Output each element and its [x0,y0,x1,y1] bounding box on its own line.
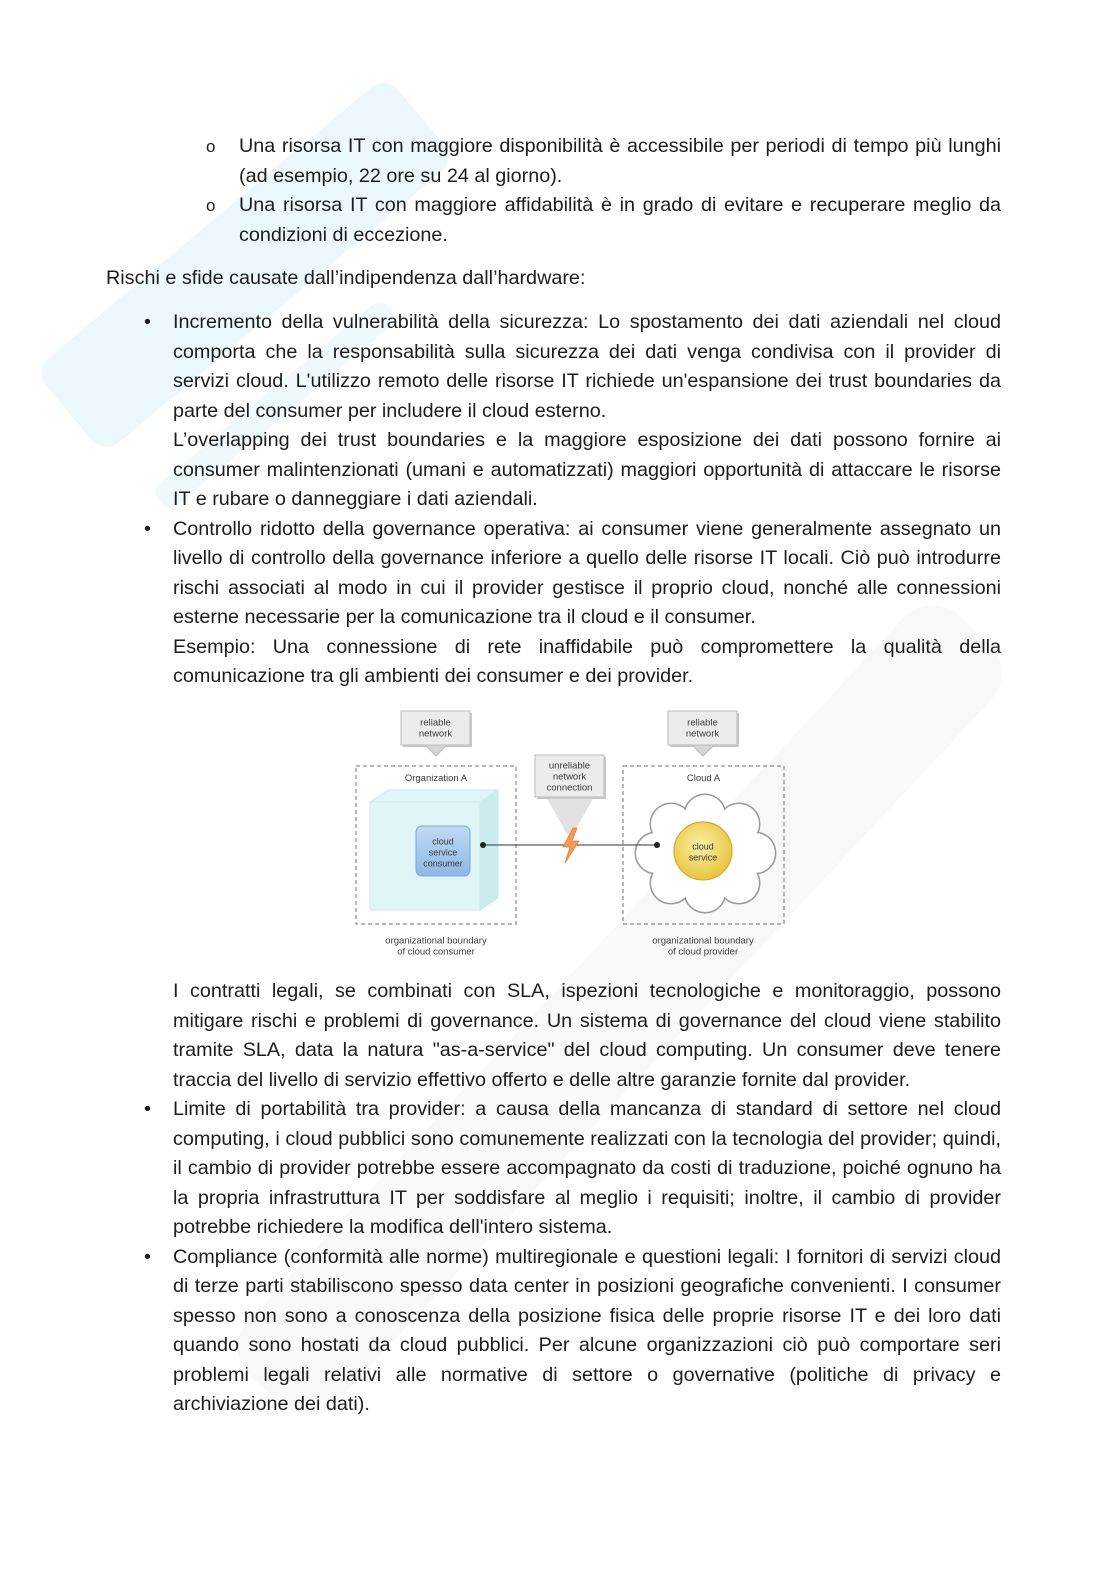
service-text: service [688,852,718,863]
organization-label: Organization A [404,773,468,784]
risk-paragraph: • Incremento della vulnerabilità della sicurezza: Lo spostamento dei dati aziendali nel cloud comporta che la responsabilità sulla sicurezza dei dati venga condivisa con il provider di servizi cloud. L'utilizzo remoto delle risorse IT richiede un'espansione dei trust boundaries da parte del consumer per includere il cloud esterno. [173,311,1001,422]
risk-item-security [173,308,1001,515]
caption-consumer-boundary: of cloud consumer [397,946,475,958]
connection-endpoint-consumer [480,842,486,848]
risk-paragraph: L’overlapping dei trust boundaries e la maggiore esposizione dei dati possono fornire ai consumer malintenzionati (umani e automatizzati) maggiori opportunità di attaccare le risorse IT e rubare o danneggiare i dati aziendali. [173,429,1001,510]
connection-endpoint-cloud [654,842,660,848]
reliable-callout-text: reliable [420,717,451,729]
note-text: o Una risorsa IT con maggiore disponibilità è accessibile per periodi di tempo più lunghi (ad esempio, 22 ore su 24 al giorno). [239,135,1001,187]
note-text: o Una risorsa IT con maggiore affidabilità è in grado di evitare e recuperare meglio da condizioni di eccezione. [239,194,1001,246]
availability-notes [239,132,1001,250]
risk-list-part-1 [173,308,1001,692]
risks-heading-text: Rischi e sfide causate dall’indipendenza dall’hardware: [106,267,586,289]
risk-example: Esempio: Una connessione di rete inaffidabile può compromettere la qualità della comunicazione tra gli ambienti dei consumer e dei provider. [173,635,1001,687]
risk-item-compliance [173,1243,1001,1420]
caption-provider-boundary: of cloud provider [667,946,739,958]
consumer-text: cloud [432,836,454,847]
reliable-callout-text: network [418,728,453,740]
unreliable-callout-text: network [552,771,587,783]
risk-item-governance [173,515,1001,692]
caption-provider-boundary: organizational boundary [652,935,754,947]
reliable-network-callout-right [668,711,739,756]
unreliable-callout-text: unreliable [548,760,591,772]
unreliable-callout-text: connection [546,782,593,794]
reliable-callout-text: reliable [687,717,718,729]
risks-heading [106,264,1001,294]
consumer-text: service [428,847,458,858]
risk-paragraph: • Compliance (conformità alle norme) multiregionale e questioni legali: I fornitori di servizi cloud di terze parti stabiliscono spesso data center in posizioni geografiche convenienti. I consumer spesso non sono a conoscenza della posizione fisica delle proprie risorse IT e dei loro dati quando sono hostati da cloud pubblici. Per alcune organizzazioni ciò può comportare seri problemi legali relativi alle normative di settore o governative (politiche di privacy e archiviazione dei dati). [173,1245,1001,1415]
reliable-network-callout-left [401,711,472,756]
governance-diagram [340,700,800,965]
caption-consumer-boundary: organizational boundary [385,935,487,947]
risk-item-portability [173,1095,1001,1243]
availability-note [239,191,1001,250]
cloud-label: Cloud A [686,773,721,784]
risk-governance-continuation: I contratti legali, se combinati con SLA, ispezioni tecnologiche e monitoraggio, possono mitigare rischi e problemi di governance. Un sistema di governance del cloud viene stabilito tramite SLA, data la natura "as-a-service" del cloud computing. Un consumer deve tenere traccia del livello di servizio effettivo offerto e delle altre garanzie fornite dal provider. [173,980,1001,1091]
service-text: cloud [692,841,714,852]
availability-note [239,132,1001,191]
risk-paragraph: • Limite di portabilità tra provider: a causa della mancanza di standard di settore nel cloud computing, i cloud pubblici sono comunemente realizzati con la tecnologia del provider; quindi, il cambio di provider potrebbe essere accompagnato da costi di traduzione, poiché ognuno ha la propria infrastruttura IT per soddisfare al meglio i requisiti; inoltre, il cambio di provider potrebbe richiedere la modifica dell'intero sistema. [173,1098,1001,1238]
reliable-callout-text: network [685,728,720,740]
unreliable-callout-pointer [546,797,594,834]
lightning-icon [563,828,579,863]
risk-paragraph: • Controllo ridotto della governance operativa: ai consumer viene generalmente assegnato un livello di controllo della governance inferiore a quello delle risorse IT locali. Ciò può introdurre rischi associati al modo in cui il provider gestisce il proprio cloud, nonché alle connessioni esterne necessarie per la comunicazione tra il cloud e il consumer. [173,517,1001,628]
consumer-text: consumer [423,858,463,869]
risk-list-part-2 [173,977,1001,1420]
